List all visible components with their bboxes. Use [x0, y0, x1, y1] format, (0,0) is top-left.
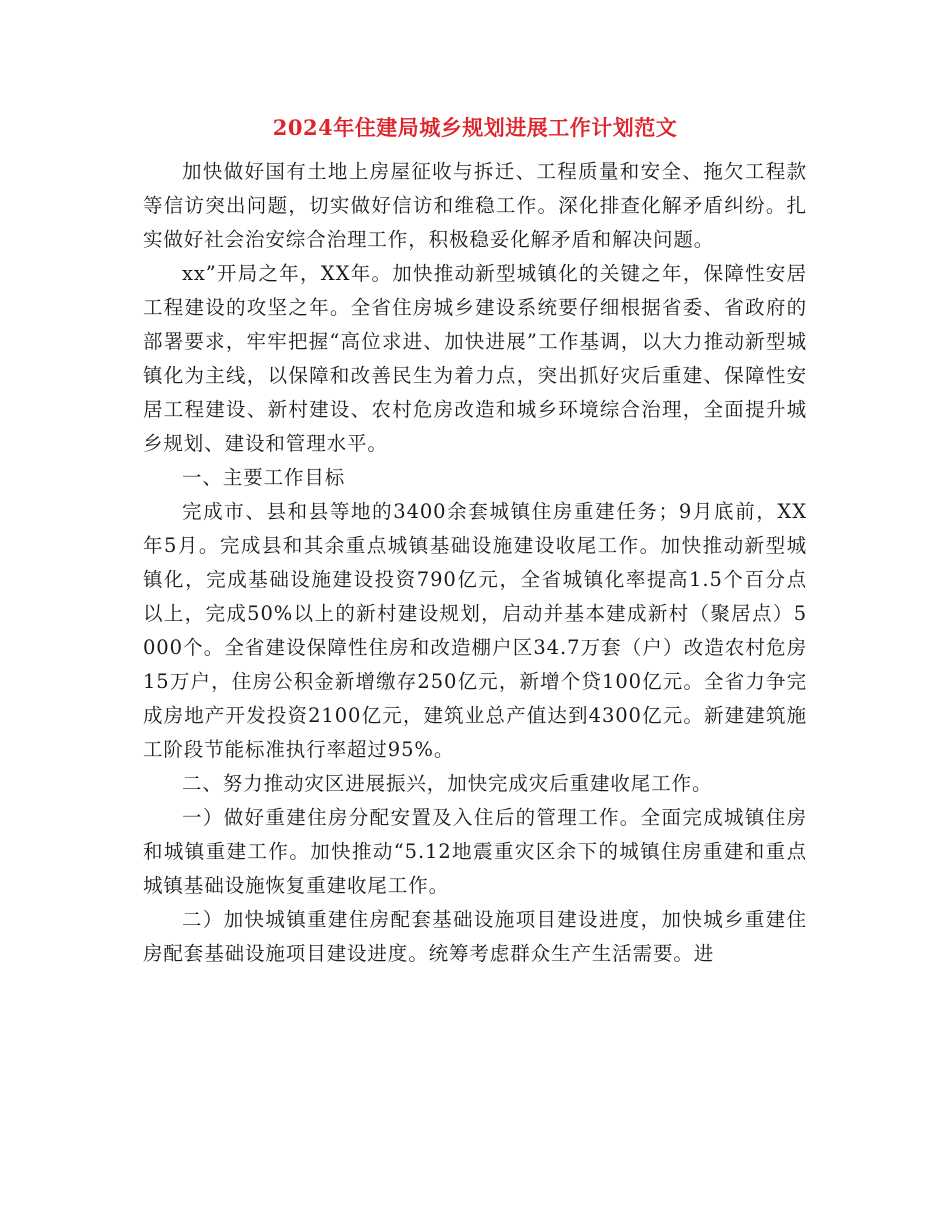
section-heading-1: 一、主要工作目标: [182, 466, 346, 489]
paragraph-4: 一）做好重建住房分配安置及入住后的管理工作。全面完成城镇住房和城镇重建工作。加快推动“5.12地震重灾区余下的城镇住房重建和重点城镇基础设施恢复重建收尾工作。: [143, 806, 807, 897]
paragraph-1: 加快做好国有土地上房屋征收与拆迁、工程质量和安全、拖欠工程款等信访突出问题，切实做好信访和维稳工作。深化排查化解矛盾纠纷。扎实做好社会治安综合治理工作，积极稳妥化解矛盾和解决问题。: [143, 160, 807, 251]
paragraph-3: 完成市、县和县等地的3400余套城镇住房重建任务；9月底前，XX年5月。完成县和其余重点城镇基础设施建设收尾工作。加快推动新型城镇化，完成基础设施建设投资790亿元，全省城镇化率提高1.5个百分点以上，完成50%以上的新村建设规划，启动并基本建成新村（聚居点）5000个。全省建设保障性住房和改造棚户区34.7万套（户）改造农村危房15万户，住房公积金新增缴存250亿元，新增个贷100亿元。全省力争完成房地产开发投资2100亿元，建筑业总产值达到4300亿元。新建建筑施工阶段节能标准执行率超过95%。: [143, 500, 807, 761]
paragraph-2: xx”开局之年，XX年。加快推动新型城镇化的关键之年，保障性安居工程建设的攻坚之年。全省住房城乡建设系统要仔细根据省委、省政府的部署要求，牢牢把握“高位求进、加快进展”工作基调，以大力推动新型城镇化为主线，以保障和改善民生为着力点，突出抓好灾后重建、保障性安居工程建设、新村建设、农村危房改造和城乡环境综合治理，全面提升城乡规划、建设和管理水平。: [143, 262, 807, 455]
section-heading-2: 二、努力推动灾区进展振兴，加快完成灾后重建收尾工作。: [182, 772, 713, 795]
document-title: 2024年住建局城乡规划进展工作计划范文: [272, 115, 678, 140]
paragraph-5: 二）加快城镇重建住房配套基础设施项目建设进度，加快城乡重建住房配套基础设施项目建设进度。统筹考虑群众生产生活需要。进: [143, 908, 807, 965]
document-body: [143, 155, 807, 971]
